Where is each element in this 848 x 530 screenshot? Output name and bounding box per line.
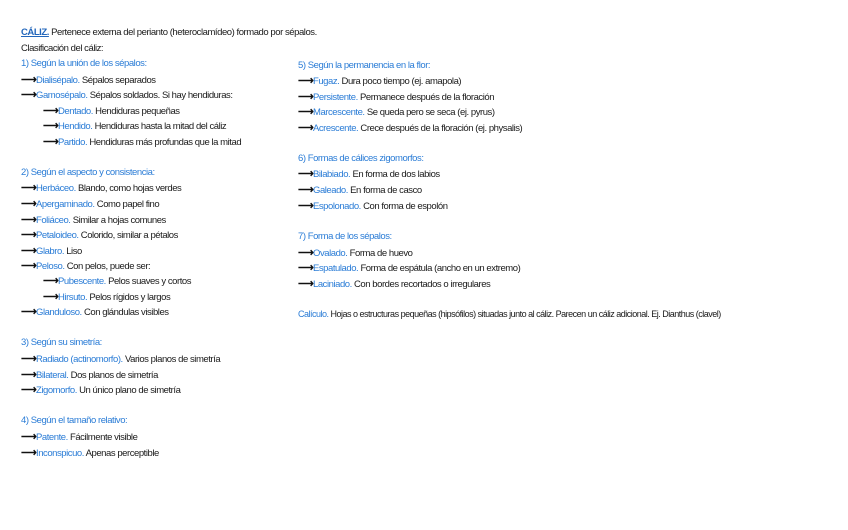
term: Persistente. bbox=[313, 92, 358, 103]
list-item bbox=[298, 168, 440, 181]
term: Pubescente. bbox=[58, 276, 106, 287]
term: Peloso. bbox=[36, 261, 65, 272]
doc-definition: Pertenece externa del perianto (heteroclamídeo) formado por sépalos. bbox=[51, 27, 317, 38]
section-title-zigomorfos: 6) Formas de cálices zigomorfos: bbox=[298, 153, 424, 164]
term: Marcescente. bbox=[313, 107, 365, 118]
term: Inconspicuo. bbox=[36, 448, 84, 459]
header-line bbox=[21, 27, 317, 39]
arrow-right-icon: ⟶ bbox=[21, 198, 37, 210]
list-item bbox=[298, 75, 461, 88]
list-item bbox=[298, 278, 490, 291]
list-item bbox=[21, 198, 159, 211]
desc: Dura poco tiempo (ej. amapola) bbox=[341, 76, 462, 87]
arrow-right-icon: ⟶ bbox=[43, 291, 59, 303]
arrow-right-icon: ⟶ bbox=[21, 89, 37, 101]
term: Glabro. bbox=[36, 246, 65, 257]
term: Hirsuto. bbox=[58, 292, 88, 303]
arrow-right-icon: ⟶ bbox=[21, 353, 37, 365]
arrow-right-icon: ⟶ bbox=[21, 306, 37, 318]
arrow-right-icon: ⟶ bbox=[21, 245, 37, 257]
arrow-right-icon: ⟶ bbox=[21, 431, 37, 443]
term: Foliáceo. bbox=[36, 215, 71, 226]
arrow-right-icon: ⟶ bbox=[298, 247, 314, 259]
arrow-right-icon: ⟶ bbox=[21, 384, 37, 396]
desc: Blando, como hojas verdes bbox=[77, 183, 182, 194]
arrow-right-icon: ⟶ bbox=[21, 182, 37, 194]
desc: Apenas perceptible bbox=[85, 448, 159, 459]
list-item bbox=[21, 431, 137, 444]
desc: Pelos rígidos y largos bbox=[89, 292, 171, 303]
section-title-permanencia: 5) Según la permanencia en la flor: bbox=[298, 60, 431, 71]
doc-title: CÁLIZ. bbox=[21, 27, 49, 38]
list-item bbox=[21, 245, 82, 258]
term: Laciniado. bbox=[313, 279, 352, 290]
arrow-right-icon: ⟶ bbox=[298, 75, 314, 87]
arrow-right-icon: ⟶ bbox=[43, 136, 59, 148]
list-item bbox=[298, 184, 422, 197]
term: Ovalado. bbox=[313, 248, 348, 259]
list-item bbox=[21, 353, 220, 366]
desc: En forma de casco bbox=[350, 185, 422, 196]
list-subitem bbox=[43, 291, 170, 304]
term: Petaloideo. bbox=[36, 230, 79, 241]
term: Radiado (actinomorfo). bbox=[36, 354, 123, 365]
arrow-right-icon: ⟶ bbox=[21, 447, 37, 459]
desc: Un único plano de simetría bbox=[79, 385, 181, 396]
arrow-right-icon: ⟶ bbox=[298, 91, 314, 103]
arrow-right-icon: ⟶ bbox=[298, 184, 314, 196]
desc: Con bordes recortados o irregulares bbox=[354, 279, 491, 290]
section-title-union: 1) Según la unión de los sépalos: bbox=[21, 58, 147, 69]
desc: Fácilmente visible bbox=[70, 432, 138, 443]
list-item bbox=[298, 91, 494, 104]
desc: Se queda pero se seca (ej. pyrus) bbox=[366, 107, 495, 118]
list-item bbox=[21, 214, 166, 227]
desc: Crece después de la floración (ej. physalis) bbox=[360, 123, 523, 134]
desc: Con glándulas visibles bbox=[83, 307, 169, 318]
section-title-forma-sepalos: 7) Forma de los sépalos: bbox=[298, 231, 392, 242]
list-subitem bbox=[43, 136, 241, 149]
list-item bbox=[298, 247, 413, 260]
term: Hendido. bbox=[58, 121, 93, 132]
list-item bbox=[21, 306, 169, 319]
section-title-tamano: 4) Según el tamaño relativo: bbox=[21, 415, 128, 426]
term: Bilateral. bbox=[36, 370, 69, 381]
list-item bbox=[21, 384, 180, 397]
arrow-right-icon: ⟶ bbox=[21, 74, 37, 86]
list-item bbox=[21, 369, 158, 382]
arrow-right-icon: ⟶ bbox=[21, 260, 37, 272]
term: Espatulado. bbox=[313, 263, 359, 274]
arrow-right-icon: ⟶ bbox=[298, 200, 314, 212]
arrow-right-icon: ⟶ bbox=[21, 214, 37, 226]
term: Partido. bbox=[58, 137, 88, 148]
arrow-right-icon: ⟶ bbox=[21, 369, 37, 381]
term: Fugaz. bbox=[313, 76, 340, 87]
desc: Similar a hojas comunes bbox=[72, 215, 166, 226]
term: Dentado. bbox=[58, 106, 93, 117]
arrow-right-icon: ⟶ bbox=[21, 229, 37, 241]
desc: Hendiduras pequeñas bbox=[95, 106, 180, 117]
arrow-right-icon: ⟶ bbox=[298, 278, 314, 290]
term: Apergaminado. bbox=[36, 199, 95, 210]
desc: Hendiduras más profundas que la mitad bbox=[89, 137, 242, 148]
desc: Hendiduras hasta la mitad del cáliz bbox=[94, 121, 227, 132]
list-subitem bbox=[43, 275, 191, 288]
arrow-right-icon: ⟶ bbox=[298, 168, 314, 180]
term: Calículo. bbox=[298, 309, 329, 319]
list-item bbox=[21, 89, 233, 102]
term: Dialisépalo. bbox=[36, 75, 80, 86]
term: Herbáceo. bbox=[36, 183, 76, 194]
arrow-right-icon: ⟶ bbox=[298, 122, 314, 134]
term: Espolonado. bbox=[313, 201, 361, 212]
list-item bbox=[21, 260, 150, 273]
term: Bilabiado. bbox=[313, 169, 351, 180]
list-subitem bbox=[43, 120, 226, 133]
section-title-simetria: 3) Según su simetría: bbox=[21, 337, 102, 348]
section-title-aspecto: 2) Según el aspecto y consistencia: bbox=[21, 167, 155, 178]
classification-label: Clasificación del cáliz: bbox=[21, 43, 104, 54]
desc: Forma de espátula (ancho en un extremo) bbox=[360, 263, 521, 274]
desc: Pelos suaves y cortos bbox=[108, 276, 192, 287]
arrow-right-icon: ⟶ bbox=[43, 120, 59, 132]
term: Glanduloso. bbox=[36, 307, 82, 318]
list-item bbox=[298, 262, 520, 275]
desc: Forma de huevo bbox=[349, 248, 413, 259]
list-item bbox=[21, 447, 159, 460]
desc: Sépalos soldados. Si hay hendiduras: bbox=[89, 90, 233, 101]
desc: En forma de dos labios bbox=[352, 169, 440, 180]
desc: Sépalos separados bbox=[81, 75, 156, 86]
desc: Liso bbox=[66, 246, 82, 257]
desc: Varios planos de simetría bbox=[124, 354, 221, 365]
list-item bbox=[21, 74, 156, 87]
term: Zigomorfo. bbox=[36, 385, 77, 396]
arrow-right-icon: ⟶ bbox=[43, 105, 59, 117]
list-item bbox=[298, 122, 522, 135]
list-item bbox=[21, 182, 181, 195]
term: Patente. bbox=[36, 432, 68, 443]
desc: Permanece después de la floración bbox=[359, 92, 495, 103]
desc: Con pelos, puede ser: bbox=[66, 261, 151, 272]
list-item bbox=[21, 229, 178, 242]
arrow-right-icon: ⟶ bbox=[298, 262, 314, 274]
term: Galeado. bbox=[313, 185, 348, 196]
caliculo-note bbox=[298, 308, 721, 320]
list-subitem bbox=[43, 105, 180, 118]
list-item bbox=[298, 200, 448, 213]
term: Acrescente. bbox=[313, 123, 359, 134]
arrow-right-icon: ⟶ bbox=[43, 275, 59, 287]
desc: Como papel fino bbox=[96, 199, 160, 210]
arrow-right-icon: ⟶ bbox=[298, 106, 314, 118]
term: Gamosépalo. bbox=[36, 90, 88, 101]
list-item bbox=[298, 106, 495, 119]
desc: Colorido, similar a pétalos bbox=[80, 230, 178, 241]
desc: Dos planos de simetría bbox=[70, 370, 158, 381]
desc: Hojas o estructuras pequeñas (hipsófilos) situadas junto al cáliz. Parecen un cáliz adicional. Ej. Dianthus (clavel) bbox=[330, 309, 721, 319]
desc: Con forma de espolón bbox=[363, 201, 448, 212]
